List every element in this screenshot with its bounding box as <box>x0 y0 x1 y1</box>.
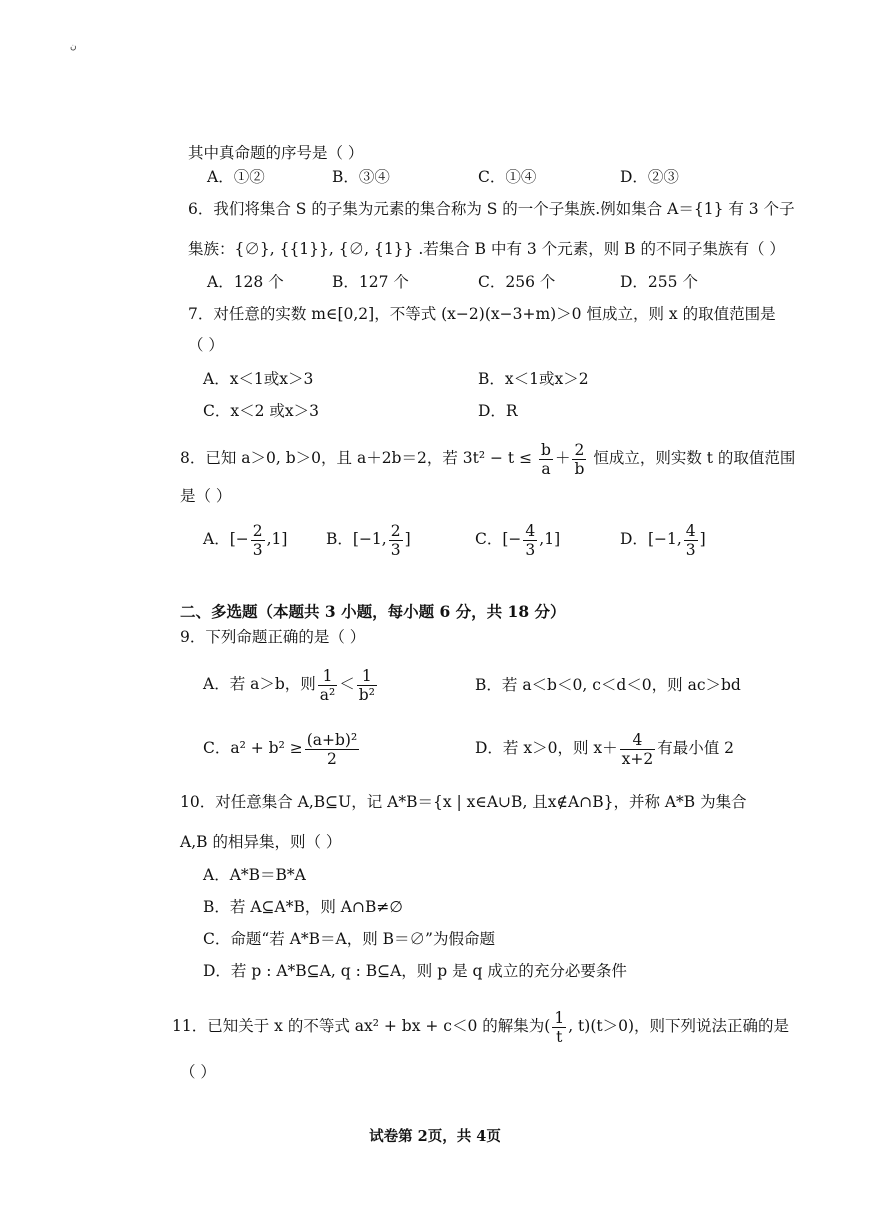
q9-c-den: 2 <box>327 749 337 768</box>
q8-frac1-denominator: a <box>541 459 551 478</box>
q7-option-c: C．x＜2 或x＞3 <box>203 402 319 420</box>
q9-option-c-fraction <box>305 731 359 768</box>
q9-option-c <box>203 726 361 770</box>
q6-option-c: C．256 个 <box>478 273 556 291</box>
q9-option-c-pre: C．a² + b² ≥ <box>203 739 303 757</box>
q9-a-f2-den: b² <box>358 685 375 704</box>
q8-frac2-numerator: 2 <box>572 441 586 460</box>
q8-option-b-den: 3 <box>390 540 401 559</box>
q11-paren-open: ( <box>544 1017 551 1035</box>
q8-option-a-post: ,1] <box>266 530 288 548</box>
q11-line2: （ ） <box>180 1063 216 1081</box>
q8-option-d <box>620 517 706 561</box>
q9-stem: 9．下列命题正确的是（ ） <box>180 628 366 646</box>
corner-mark: ن <box>70 42 77 52</box>
q8-option-b <box>326 517 411 561</box>
q8-option-c-den: 3 <box>525 540 536 559</box>
q8-option-a <box>203 517 287 561</box>
q6-option-b: B．127 个 <box>332 273 409 291</box>
q10-option-c: C．命题“若 A*B＝A，则 B＝∅”为假命题 <box>203 930 495 948</box>
q9-option-d <box>475 726 734 770</box>
q8-option-b-num: 2 <box>390 521 401 540</box>
q9-a-f1-den: a² <box>319 685 336 704</box>
q6-line1: 6．我们将集合 S 的子集为元素的集合称为 S 的一个子集族.例如集合 A＝{1} 有 3 个子 <box>188 200 795 218</box>
q8-option-d-den: 3 <box>685 540 696 559</box>
q7-option-b: B．x＜1或x＞2 <box>478 370 589 388</box>
q9-a-f2-num: 1 <box>357 667 377 686</box>
q8-option-b-fraction <box>389 522 403 559</box>
q8-option-a-num: 2 <box>252 521 263 540</box>
q11-line1-pre: 11．已知关于 x 的不等式 ax² + bx + c＜0 的解集为 <box>172 1017 545 1035</box>
q8-option-c-fraction <box>523 522 537 559</box>
q10-line2: A,B 的相异集，则（ ） <box>180 833 342 851</box>
q8-fraction-2-over-b <box>572 441 586 478</box>
q8-fraction-b-over-a <box>539 441 553 478</box>
q8-line1-pre: 8．已知 a＞0, b＞0，且 a＋2b＝2，若 3t² − t ≤ <box>180 449 533 467</box>
q7-line1: 7．对任意的实数 m∈[0,2]，不等式 (x−2)(x−3+m)＞0 恒成立，则 x 的取值范围是 <box>188 305 776 323</box>
q8-line2: 是（ ） <box>180 487 232 505</box>
q8-frac2-denominator: b <box>574 459 585 478</box>
section-2-heading: 二、多选题（本题共 3 小题，每小题 6 分，共 18 分） <box>180 602 566 621</box>
q10-option-a: A．A*B＝B*A <box>203 866 306 884</box>
q5-option-d: D．②③ <box>620 168 679 186</box>
q9-option-a-lt: ＜ <box>339 675 355 693</box>
q6-line2: 集族：{∅}, {{1}}, {∅, {1}} .若集合 B 中有 3 个元素，则 B 的不同子集族有（ ） <box>188 240 785 258</box>
q5-option-a: A．①② <box>207 168 265 186</box>
q9-d-num: 4 <box>620 731 656 750</box>
q8-option-d-num: 4 <box>685 521 696 540</box>
q8-option-c-num: 4 <box>525 521 536 540</box>
q8-option-c-label: C． <box>475 530 503 548</box>
q11-line1-post: (t＞0)，则下列说法正确的是 <box>590 1017 790 1035</box>
q11-line1 <box>172 1004 789 1048</box>
q11-paren-post: , t) <box>568 1017 591 1035</box>
q9-option-a-frac2 <box>357 667 377 704</box>
q9-option-d-post: 有最小值 2 <box>657 739 735 757</box>
q9-option-b: B．若 a＜b＜0, c＜d＜0，则 ac＞bd <box>475 676 741 694</box>
page-footer: 试卷第 2页，共 4页 <box>369 1128 501 1145</box>
q9-option-a <box>203 662 379 706</box>
q9-c-num: (a+b)² <box>306 730 358 749</box>
q8-option-a-den: 3 <box>252 540 263 559</box>
q8-option-c-post: ,1] <box>539 530 561 548</box>
q8-option-c <box>475 517 560 561</box>
q6-option-a: A．128 个 <box>207 273 284 291</box>
q8-option-d-pre: [−1, <box>647 530 682 548</box>
q9-option-a-pre: A．若 a＞b，则 <box>203 675 316 693</box>
q9-option-a-frac1 <box>318 667 337 704</box>
q8-option-d-fraction <box>684 522 698 559</box>
q7-option-a: A．x＜1或x＞3 <box>203 370 314 388</box>
q8-option-d-label: D． <box>620 530 648 548</box>
q8-option-b-label: B． <box>326 530 353 548</box>
q5-stem: 其中真命题的序号是（ ） <box>188 144 364 162</box>
q8-option-a-fraction <box>251 522 265 559</box>
q7-option-d: D．R <box>478 402 518 420</box>
q9-a-f1-num: 1 <box>318 667 337 686</box>
q5-option-b: B．③④ <box>332 168 390 186</box>
q8-option-a-label: A． <box>203 530 230 548</box>
q5-option-c: C．①④ <box>478 168 537 186</box>
q8-option-b-pre: [−1, <box>352 530 387 548</box>
q10-option-d: D．若 p : A*B⊆A, q : B⊆A，则 p 是 q 成立的充分必要条件 <box>203 962 627 980</box>
q10-option-b: B．若 A⊆A*B，则 A∩B≠∅ <box>203 898 403 916</box>
q9-d-den: x+2 <box>621 749 654 768</box>
q7-line2: （ ） <box>188 336 224 354</box>
q9-option-d-pre: D．若 x＞0，则 x＋ <box>475 739 618 757</box>
q11-frac-num: 1 <box>554 1008 565 1027</box>
q8-plus: ＋ <box>554 449 571 467</box>
q6-option-d: D．255 个 <box>620 273 698 291</box>
q9-option-d-fraction <box>620 731 656 768</box>
q10-line1: 10．对任意集合 A,B⊆U，记 A*B＝{x | x∈A∪B, 且x∉A∩B}，并称 A*B 为集合 <box>180 793 747 811</box>
q8-option-d-post: ] <box>699 530 706 548</box>
q8-line1 <box>180 436 795 480</box>
q11-fraction <box>552 1009 566 1046</box>
q11-frac-den: t <box>556 1027 563 1046</box>
q8-option-a-pre: [− <box>229 530 249 548</box>
q8-option-c-pre: [− <box>502 530 522 548</box>
q8-frac1-numerator: b <box>541 440 551 459</box>
q8-option-b-post: ] <box>404 530 411 548</box>
q8-line1-post: 恒成立，则实数 t 的取值范围 <box>593 449 796 467</box>
